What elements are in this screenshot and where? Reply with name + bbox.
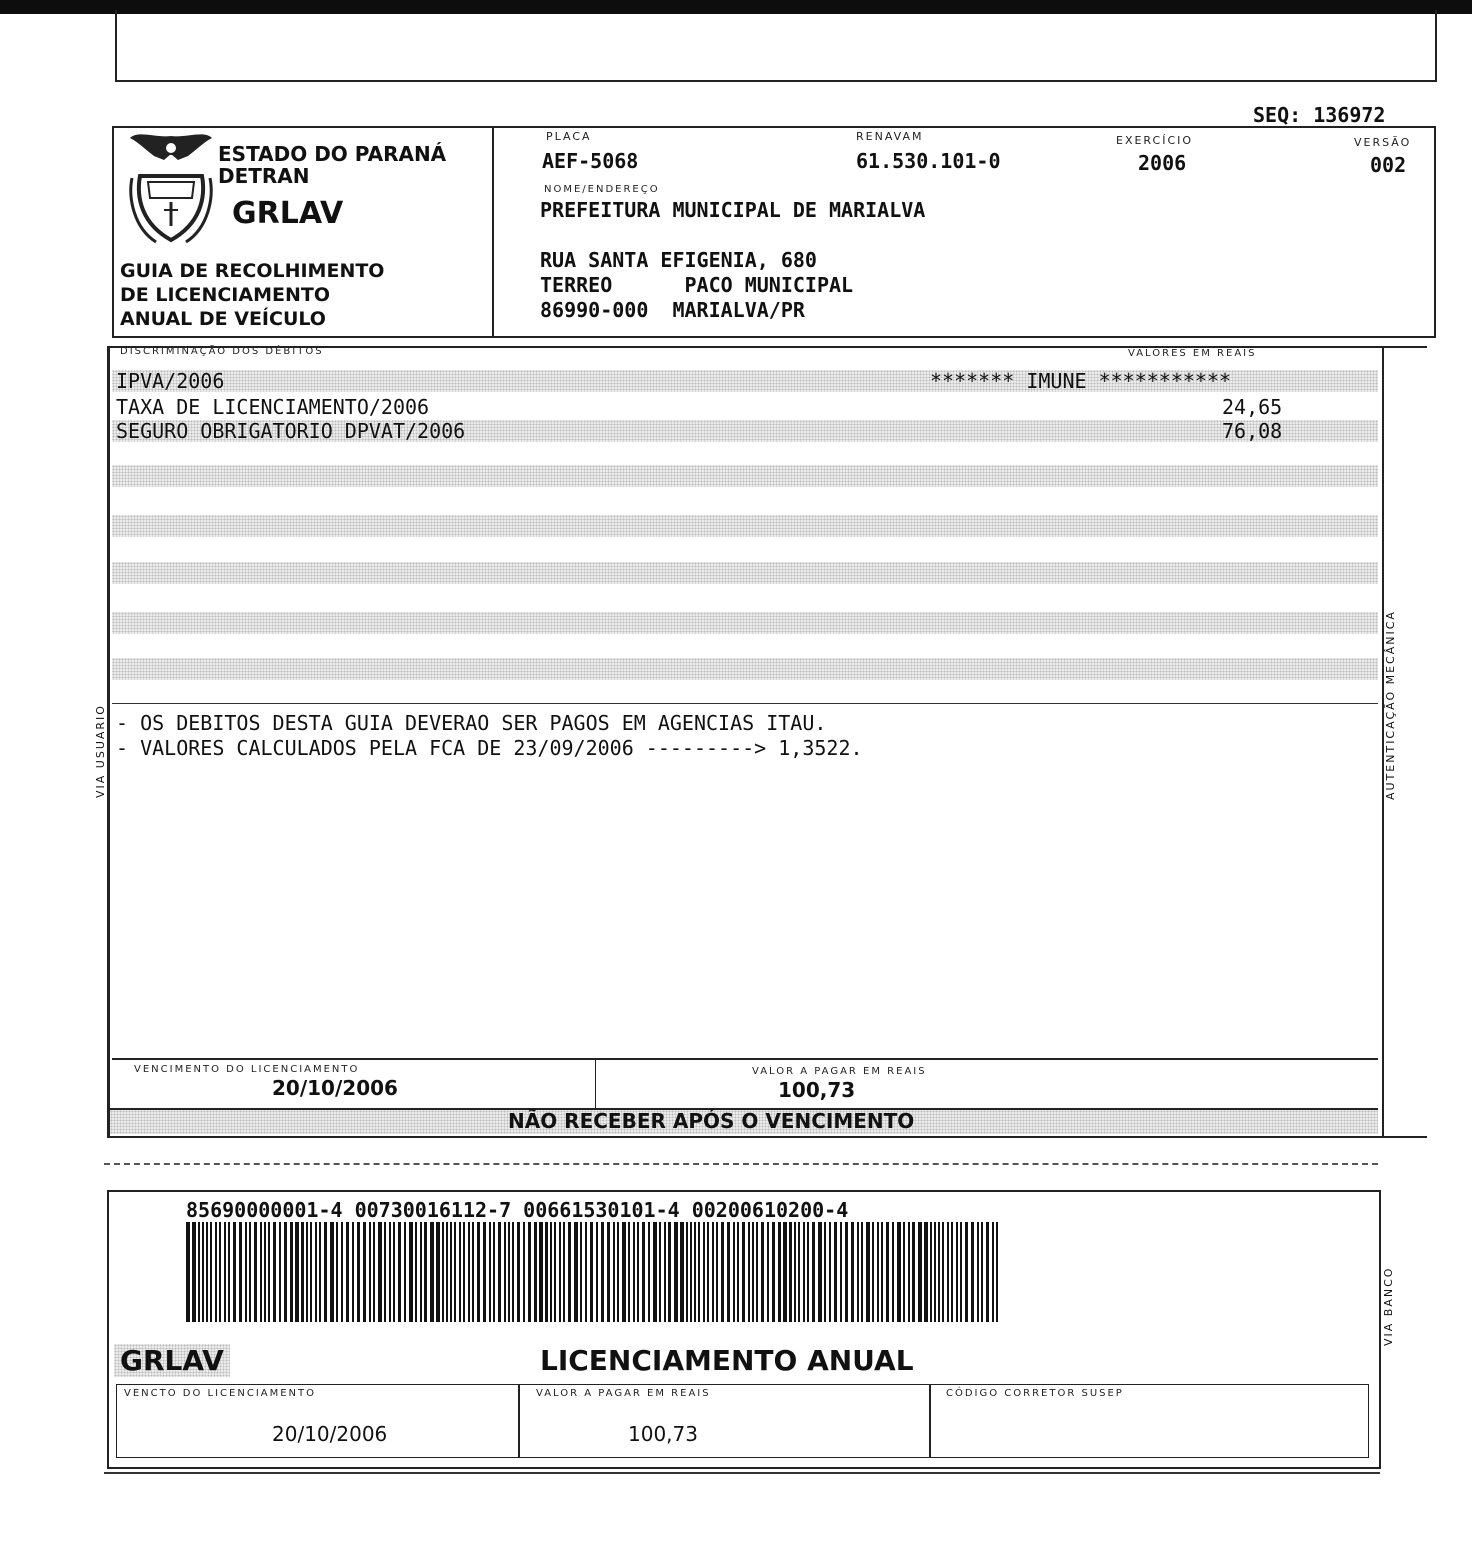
barcode-bar xyxy=(186,1222,190,1322)
barcode-bar xyxy=(210,1222,212,1322)
barcode-bar xyxy=(737,1222,739,1322)
barcode-bar xyxy=(498,1222,501,1322)
barcode-bar xyxy=(254,1222,257,1322)
barcode-bar xyxy=(886,1222,889,1322)
barcode-bar xyxy=(330,1222,334,1322)
barcode-bar xyxy=(767,1222,769,1322)
barcode-bar xyxy=(352,1222,354,1322)
due-row-divider xyxy=(595,1060,596,1108)
barcode-bar xyxy=(369,1222,371,1322)
barcode-bar xyxy=(783,1222,787,1322)
barcode-bar xyxy=(748,1222,750,1322)
barcode-bar xyxy=(807,1222,809,1322)
barcode-bar xyxy=(279,1222,281,1322)
barcode-bar xyxy=(897,1222,901,1322)
exercicio-value: 2006 xyxy=(1138,151,1187,175)
bottom-line xyxy=(104,1472,1380,1474)
barcode-bar xyxy=(373,1222,375,1322)
vencto-label: VENCTO DO LICENCIAMENTO xyxy=(124,1388,317,1399)
via-banco-label: VIA BANCO xyxy=(1382,1266,1395,1346)
barcode-bar xyxy=(653,1222,657,1322)
notes-divider xyxy=(112,703,1378,704)
barcode-bar xyxy=(268,1222,270,1322)
barcode-bar xyxy=(930,1222,932,1322)
barcode-bar xyxy=(324,1222,327,1322)
barcode-bar xyxy=(430,1222,434,1322)
barcode-bar xyxy=(202,1222,204,1322)
barcode-bar xyxy=(601,1222,604,1322)
barcode-bar xyxy=(840,1222,842,1322)
cut-line xyxy=(104,1163,1378,1165)
barcode-bar xyxy=(851,1222,854,1322)
barcode-bar xyxy=(960,1222,962,1322)
barcode-bar xyxy=(633,1222,635,1322)
barcode-bar xyxy=(690,1222,692,1322)
barcode-bar xyxy=(733,1222,735,1322)
barcode-bar xyxy=(389,1222,391,1322)
barcode-bar xyxy=(233,1222,236,1322)
previous-slip-box xyxy=(115,10,1437,82)
barcode-bar xyxy=(336,1222,338,1322)
barcode-bar xyxy=(346,1222,349,1322)
barcode-bar xyxy=(996,1222,998,1322)
barcode-bar xyxy=(239,1222,242,1322)
barcode-bar xyxy=(834,1222,837,1322)
barcode-bar xyxy=(459,1222,461,1322)
barcode-bar xyxy=(938,1222,940,1322)
barcode-bar xyxy=(992,1222,994,1322)
barcode-bar xyxy=(892,1222,894,1322)
barcode-bar xyxy=(857,1222,859,1322)
barcode-bar xyxy=(829,1222,831,1322)
barcode-bar xyxy=(483,1222,486,1322)
bank-form-code: GRLAV xyxy=(114,1344,230,1377)
bank-form-title: LICENCIAMENTO ANUAL xyxy=(540,1344,914,1377)
barcode-bar xyxy=(642,1222,645,1322)
form-code: GRLAV xyxy=(232,196,344,231)
barcode-bar xyxy=(446,1222,448,1322)
barcode-bar xyxy=(877,1222,879,1322)
barcode-bar xyxy=(363,1222,366,1322)
barcode-bar xyxy=(942,1222,944,1322)
barcode-bar xyxy=(727,1222,730,1322)
barcode-bar xyxy=(680,1222,684,1322)
barcode-bar xyxy=(463,1222,465,1322)
barcode-bar xyxy=(866,1222,870,1322)
barcode-bar xyxy=(249,1222,251,1322)
parana-coat-of-arms-icon xyxy=(126,128,216,248)
barcode-bar xyxy=(613,1222,615,1322)
form-title-line-1: GUIA DE RECOLHIMENTO xyxy=(120,260,385,282)
barcode-bar xyxy=(559,1222,561,1322)
barcode-bar xyxy=(508,1222,510,1322)
barcode-bar xyxy=(912,1222,915,1322)
barcode-bar xyxy=(357,1222,360,1322)
barcode-bar xyxy=(301,1222,304,1322)
address-line-1: RUA SANTA EFIGENIA, 680 xyxy=(540,248,817,272)
debt-item-value: ******* IMUNE *********** xyxy=(930,369,1232,393)
barcode-bar xyxy=(477,1222,480,1322)
barcode-bar xyxy=(742,1222,745,1322)
barcode-bar xyxy=(378,1222,382,1322)
debt-item-desc: SEGURO OBRIGATORIO DPVAT/2006 xyxy=(116,419,466,443)
barcode-bar xyxy=(617,1222,619,1322)
placa-value: AEF-5068 xyxy=(542,149,639,173)
barcode-bar xyxy=(798,1222,800,1322)
barcode-bar xyxy=(908,1222,910,1322)
form-title-line-2: DE LICENCIAMENTO xyxy=(120,284,330,306)
exercicio-label: EXERCÍCIO xyxy=(1116,134,1194,147)
barcode-bar xyxy=(686,1222,688,1322)
barcode-bar xyxy=(924,1222,928,1322)
barcode-bar xyxy=(493,1222,495,1322)
barcode-bar xyxy=(721,1222,724,1322)
barcode-bar xyxy=(694,1222,696,1322)
barcode-bar xyxy=(436,1222,440,1322)
barcode-bar xyxy=(454,1222,456,1322)
barcode-bar xyxy=(668,1222,671,1322)
barcode-bar xyxy=(450,1222,452,1322)
barcode-bar xyxy=(306,1222,308,1322)
barcode-bar xyxy=(424,1222,427,1322)
barcode-bar xyxy=(264,1222,266,1322)
barcode-bar xyxy=(803,1222,805,1322)
barcode-bar xyxy=(752,1222,754,1322)
barcode-bar xyxy=(415,1222,417,1322)
barcode-bar xyxy=(861,1222,863,1322)
barcode-bar xyxy=(622,1222,626,1322)
barcode-bar xyxy=(574,1222,578,1322)
form-title-line-3: ANUAL DE VEÍCULO xyxy=(120,308,326,330)
barcode-bar xyxy=(580,1222,582,1322)
barcode-bar xyxy=(977,1222,979,1322)
barcode-bar xyxy=(664,1222,666,1322)
barcode-bar xyxy=(947,1222,949,1322)
state-name: ESTADO DO PARANÁ xyxy=(218,142,447,166)
barcode-bar xyxy=(215,1222,217,1322)
barcode-number: 85690000001-4 00730016112-7 00661530101-4 00200610200-4 xyxy=(186,1198,849,1222)
barcode-bar xyxy=(512,1222,514,1322)
barcode-bar xyxy=(315,1222,317,1322)
barcode-bar xyxy=(659,1222,661,1322)
barcode-bar xyxy=(756,1222,758,1322)
barcode-bar xyxy=(596,1222,598,1322)
renavam-label: RENAVAM xyxy=(856,130,924,143)
barcode-bar xyxy=(707,1222,709,1322)
barcode-bar xyxy=(228,1222,230,1322)
barcode-bar xyxy=(585,1222,587,1322)
barcode-bar xyxy=(319,1222,321,1322)
due-date-label: VENCIMENTO DO LICENCIAMENTO xyxy=(134,1064,360,1075)
renavam-value: 61.530.101-0 xyxy=(856,149,1001,173)
barcode-bar xyxy=(789,1222,792,1322)
barcode-bar xyxy=(794,1222,796,1322)
values-label: VALORES EM REAIS xyxy=(1128,348,1257,359)
barcode-bar xyxy=(778,1222,781,1322)
barcode-bar xyxy=(273,1222,276,1322)
barcode-bar xyxy=(245,1222,247,1322)
barcode-bar xyxy=(934,1222,936,1322)
barcode-bar xyxy=(468,1222,470,1322)
valor-value: 100,73 xyxy=(628,1422,698,1446)
barcode-bar xyxy=(442,1222,444,1322)
barcode-bar xyxy=(761,1222,764,1322)
barcode-bar xyxy=(971,1222,974,1322)
barcode-bar xyxy=(590,1222,593,1322)
barcode-bar xyxy=(472,1222,474,1322)
barcode-bar xyxy=(539,1222,543,1322)
barcode-bar xyxy=(545,1222,548,1322)
versao-value: 002 xyxy=(1370,153,1407,177)
due-row-top-line xyxy=(112,1058,1378,1060)
amount-value: 100,73 xyxy=(778,1078,856,1102)
barcode-bar xyxy=(845,1222,848,1322)
barcode-bar xyxy=(224,1222,226,1322)
barcode-bar xyxy=(981,1222,983,1322)
address-line-2: TERREO PACO MUNICIPAL xyxy=(540,273,854,297)
barcode-bar xyxy=(872,1222,874,1322)
debt-stripe xyxy=(112,465,1378,487)
barcode-bar xyxy=(568,1222,571,1322)
barcode-bar xyxy=(965,1222,968,1322)
barcode-bar xyxy=(206,1222,208,1322)
debts-label: DISCRIMINAÇÃO DOS DÉBITOS xyxy=(120,346,324,357)
barcode-bar xyxy=(824,1222,826,1322)
debt-item-value: 76,08 xyxy=(1222,419,1283,443)
barcode-bar xyxy=(420,1222,422,1322)
note-line-2: - VALORES CALCULADOS PELA FCA DE 23/09/2006 ---------> 1,3522. xyxy=(116,736,863,760)
barcode-bar xyxy=(951,1222,953,1322)
placa-label: PLACA xyxy=(546,130,592,143)
susep-label: CÓDIGO CORRETOR SUSEP xyxy=(946,1388,1124,1399)
barcode-bar xyxy=(384,1222,386,1322)
barcode-bar xyxy=(698,1222,700,1322)
barcode-bar xyxy=(284,1222,287,1322)
barcode-bar xyxy=(554,1222,556,1322)
versao-label: VERSÃO xyxy=(1354,136,1412,149)
barcode-bar xyxy=(404,1222,406,1322)
barcode-bar xyxy=(986,1222,989,1322)
warning-text: NÃO RECEBER APÓS O VENCIMENTO xyxy=(508,1109,915,1133)
owner-name: PREFEITURA MUNICIPAL DE MARIALVA xyxy=(540,198,926,222)
barcode-bar xyxy=(523,1222,525,1322)
barcode-bar xyxy=(772,1222,775,1322)
barcode xyxy=(186,1222,1004,1322)
barcode-bar xyxy=(818,1222,822,1322)
address-line-3: 86990-000 MARIALVA/PR xyxy=(540,298,805,322)
barcode-bar xyxy=(712,1222,714,1322)
debt-item-desc: TAXA DE LICENCIAMENTO/2006 xyxy=(116,395,430,419)
barcode-bar xyxy=(563,1222,565,1322)
barcode-bar xyxy=(918,1222,922,1322)
sequence-number: SEQ: 136972 xyxy=(1253,103,1386,127)
barcode-bar xyxy=(550,1222,552,1322)
barcode-bar xyxy=(219,1222,221,1322)
barcode-bar xyxy=(409,1222,413,1322)
barcode-bar xyxy=(716,1222,718,1322)
debt-item-desc: IPVA/2006 xyxy=(116,369,225,393)
barcode-bar xyxy=(517,1222,520,1322)
barcode-bar xyxy=(192,1222,196,1322)
barcode-bar xyxy=(703,1222,705,1322)
barcode-bar xyxy=(903,1222,905,1322)
barcode-bar xyxy=(648,1222,650,1322)
barcode-bar xyxy=(607,1222,610,1322)
note-line-1: - OS DEBITOS DESTA GUIA DEVERAO SER PAGOS EM AGENCIAS ITAU. xyxy=(116,711,827,735)
barcode-bar xyxy=(260,1222,262,1322)
amount-label: VALOR A PAGAR EM REAIS xyxy=(752,1066,927,1077)
barcode-bar xyxy=(310,1222,312,1322)
debt-stripe xyxy=(112,658,1378,680)
barcode-bar xyxy=(341,1222,343,1322)
vencto-value: 20/10/2006 xyxy=(272,1422,388,1446)
barcode-bar xyxy=(534,1222,537,1322)
barcode-bar xyxy=(956,1222,958,1322)
barcode-bar xyxy=(637,1222,639,1322)
barcode-bar xyxy=(398,1222,401,1322)
via-usuario-label: VIA USUARIO xyxy=(94,704,107,798)
debt-item-value: 24,65 xyxy=(1222,395,1283,419)
debt-stripe xyxy=(112,515,1378,537)
barcode-bar xyxy=(198,1222,200,1322)
barcode-bar xyxy=(628,1222,630,1322)
nome-label: NOME/ENDEREÇO xyxy=(544,184,660,195)
barcode-bar xyxy=(295,1222,299,1322)
barcode-bar xyxy=(812,1222,815,1322)
valor-label: VALOR A PAGAR EM REAIS xyxy=(536,1388,711,1399)
barcode-bar xyxy=(393,1222,395,1322)
barcode-bar xyxy=(504,1222,506,1322)
autenticacao-label: AUTENTICAÇÃO MECÂNICA xyxy=(1384,610,1397,800)
barcode-bar xyxy=(881,1222,883,1322)
agency-name: DETRAN xyxy=(218,164,310,188)
barcode-bar xyxy=(528,1222,531,1322)
barcode-bar xyxy=(674,1222,678,1322)
barcode-bar xyxy=(290,1222,293,1322)
debt-stripe xyxy=(112,612,1378,634)
debt-stripe xyxy=(112,562,1378,584)
due-date-value: 20/10/2006 xyxy=(272,1076,398,1100)
barcode-bar xyxy=(489,1222,491,1322)
